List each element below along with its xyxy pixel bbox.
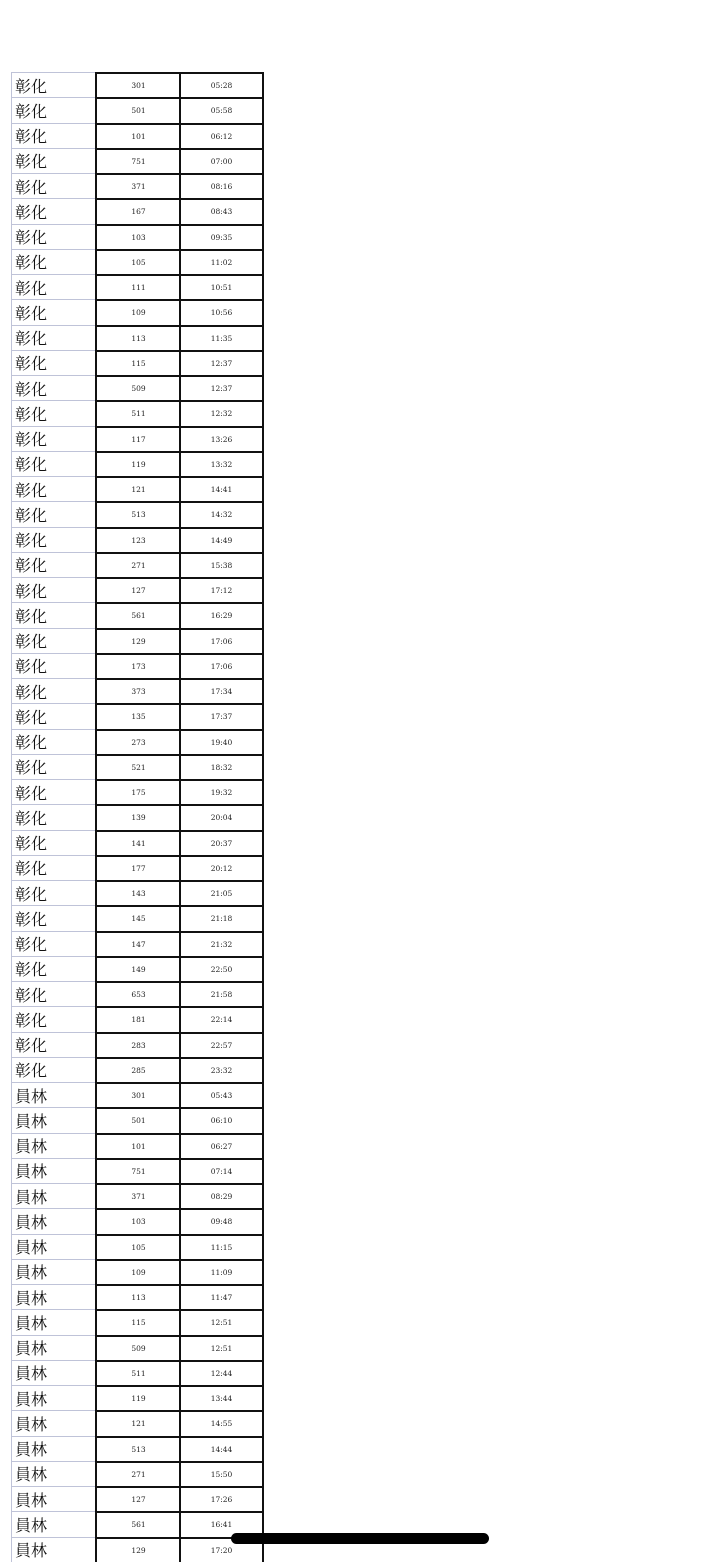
train-number-cell[interactable]: 105: [95, 1234, 180, 1259]
train-number-cell[interactable]: 119: [95, 451, 180, 476]
train-number-cell[interactable]: 143: [95, 880, 180, 905]
train-number-cell[interactable]: 501: [95, 1107, 180, 1132]
table-row: [11, 1082, 264, 1107]
table-row: [11, 72, 264, 97]
table-row: [11, 1360, 264, 1385]
departure-time-cell[interactable]: 06:10: [179, 1107, 264, 1132]
departure-time-cell[interactable]: 05:28: [179, 72, 264, 97]
table-row: [11, 1208, 264, 1233]
departure-time-cell[interactable]: 17:12: [179, 577, 264, 602]
table-row: [11, 779, 264, 804]
station-cell[interactable]: 員林: [11, 1133, 97, 1158]
train-number-cell[interactable]: 273: [95, 729, 180, 754]
table-row: [11, 1158, 264, 1183]
station-cell[interactable]: 彰化: [11, 375, 97, 400]
table-row: [11, 754, 264, 779]
train-number-cell[interactable]: 101: [95, 1133, 180, 1158]
train-number-cell[interactable]: 109: [95, 1259, 180, 1284]
table-row: [11, 1032, 264, 1057]
station-cell[interactable]: 彰化: [11, 249, 97, 274]
departure-time-cell[interactable]: 05:58: [179, 97, 264, 122]
station-cell[interactable]: 員林: [11, 1511, 97, 1536]
station-cell[interactable]: 彰化: [11, 830, 97, 855]
station-cell[interactable]: 員林: [11, 1410, 97, 1435]
table-row: [11, 981, 264, 1006]
train-number-cell[interactable]: 103: [95, 1208, 180, 1233]
train-number-cell[interactable]: 501: [95, 97, 180, 122]
departure-time-cell[interactable]: 21:18: [179, 905, 264, 930]
station-cell[interactable]: 員林: [11, 1183, 97, 1208]
train-number-cell[interactable]: 285: [95, 1057, 180, 1082]
station-cell[interactable]: 彰化: [11, 400, 97, 425]
station-cell[interactable]: 彰化: [11, 97, 97, 122]
station-cell[interactable]: 彰化: [11, 804, 97, 829]
train-number-cell[interactable]: 371: [95, 1183, 180, 1208]
train-number-cell[interactable]: 511: [95, 400, 180, 425]
train-number-cell[interactable]: 173: [95, 653, 180, 678]
train-number-cell[interactable]: 167: [95, 198, 180, 223]
train-number-cell[interactable]: 103: [95, 224, 180, 249]
train-number-cell[interactable]: 653: [95, 981, 180, 1006]
station-cell[interactable]: 彰化: [11, 880, 97, 905]
departure-time-cell[interactable]: 07:14: [179, 1158, 264, 1183]
train-number-cell[interactable]: 147: [95, 931, 180, 956]
table-row: [11, 501, 264, 526]
station-cell[interactable]: 員林: [11, 1208, 97, 1233]
train-number-cell[interactable]: 123: [95, 527, 180, 552]
station-cell[interactable]: 彰化: [11, 552, 97, 577]
train-number-cell[interactable]: 109: [95, 299, 180, 324]
table-row: [11, 400, 264, 425]
station-cell[interactable]: 員林: [11, 1309, 97, 1334]
train-number-cell[interactable]: 117: [95, 426, 180, 451]
departure-time-cell[interactable]: 22:14: [179, 1006, 264, 1031]
station-cell[interactable]: 彰化: [11, 981, 97, 1006]
station-cell[interactable]: 彰化: [11, 501, 97, 526]
table-row: [11, 375, 264, 400]
train-number-cell[interactable]: 177: [95, 855, 180, 880]
station-cell[interactable]: 彰化: [11, 577, 97, 602]
departure-time-cell[interactable]: 17:37: [179, 703, 264, 728]
train-number-cell[interactable]: 121: [95, 1410, 180, 1435]
home-indicator[interactable]: [231, 1533, 489, 1544]
station-cell[interactable]: 彰化: [11, 426, 97, 451]
table-row: [11, 1006, 264, 1031]
departure-time-cell[interactable]: 17:06: [179, 653, 264, 678]
station-cell[interactable]: 員林: [11, 1107, 97, 1132]
table-row: [11, 1537, 264, 1562]
station-cell[interactable]: 員林: [11, 1436, 97, 1461]
table-row: [11, 325, 264, 350]
table-row: [11, 224, 264, 249]
departure-time-cell[interactable]: 11:35: [179, 325, 264, 350]
station-cell[interactable]: 員林: [11, 1486, 97, 1511]
timetable-rows: [11, 72, 264, 1562]
train-number-cell[interactable]: 111: [95, 274, 180, 299]
departure-time-cell[interactable]: 08:43: [179, 198, 264, 223]
station-cell[interactable]: 員林: [11, 1461, 97, 1486]
station-cell[interactable]: 彰化: [11, 451, 97, 476]
train-number-cell[interactable]: 301: [95, 72, 180, 97]
station-cell[interactable]: 彰化: [11, 299, 97, 324]
departure-time-cell[interactable]: 14:32: [179, 501, 264, 526]
train-number-cell[interactable]: 371: [95, 173, 180, 198]
table-row: [11, 830, 264, 855]
station-cell[interactable]: 彰化: [11, 729, 97, 754]
departure-time-cell[interactable]: 17:20: [179, 1537, 264, 1562]
station-cell[interactable]: 彰化: [11, 602, 97, 627]
train-number-cell[interactable]: 145: [95, 905, 180, 930]
train-number-cell[interactable]: 113: [95, 325, 180, 350]
station-cell[interactable]: 彰化: [11, 931, 97, 956]
table-row: [11, 198, 264, 223]
station-cell[interactable]: 彰化: [11, 527, 97, 552]
departure-time-cell[interactable]: 11:47: [179, 1284, 264, 1309]
departure-time-cell[interactable]: 11:09: [179, 1259, 264, 1284]
table-row: [11, 1486, 264, 1511]
station-cell[interactable]: 彰化: [11, 855, 97, 880]
train-number-cell[interactable]: 751: [95, 148, 180, 173]
table-row: [11, 577, 264, 602]
station-cell[interactable]: 彰化: [11, 703, 97, 728]
departure-time-cell[interactable]: 12:51: [179, 1309, 264, 1334]
table-row: [11, 956, 264, 981]
table-row: [11, 880, 264, 905]
train-number-cell[interactable]: 105: [95, 249, 180, 274]
table-row: [11, 274, 264, 299]
table-row: [11, 905, 264, 930]
train-number-cell[interactable]: 511: [95, 1360, 180, 1385]
departure-time-cell[interactable]: 07:00: [179, 148, 264, 173]
station-cell[interactable]: 員林: [11, 1360, 97, 1385]
table-row: [11, 628, 264, 653]
departure-time-cell[interactable]: 14:44: [179, 1436, 264, 1461]
departure-time-cell[interactable]: 17:06: [179, 628, 264, 653]
departure-time-cell[interactable]: 11:15: [179, 1234, 264, 1259]
station-cell[interactable]: 彰化: [11, 72, 97, 97]
station-cell[interactable]: 員林: [11, 1234, 97, 1259]
departure-time-cell[interactable]: 14:55: [179, 1410, 264, 1435]
station-cell[interactable]: 彰化: [11, 274, 97, 299]
train-number-cell[interactable]: 561: [95, 602, 180, 627]
station-cell[interactable]: 彰化: [11, 123, 97, 148]
departure-time-cell[interactable]: 10:51: [179, 274, 264, 299]
departure-time-cell[interactable]: 05:43: [179, 1082, 264, 1107]
train-number-cell[interactable]: 113: [95, 1284, 180, 1309]
departure-time-cell[interactable]: 20:04: [179, 804, 264, 829]
departure-time-cell[interactable]: 21:32: [179, 931, 264, 956]
station-cell[interactable]: 彰化: [11, 653, 97, 678]
table-row: [11, 1284, 264, 1309]
station-cell[interactable]: 員林: [11, 1385, 97, 1410]
departure-time-cell[interactable]: 19:32: [179, 779, 264, 804]
station-cell[interactable]: 彰化: [11, 476, 97, 501]
table-row: [11, 1335, 264, 1360]
station-cell[interactable]: 員林: [11, 1284, 97, 1309]
table-row: [11, 148, 264, 173]
departure-time-cell[interactable]: 13:44: [179, 1385, 264, 1410]
train-number-cell[interactable]: 115: [95, 1309, 180, 1334]
table-row: [11, 1461, 264, 1486]
table-row: [11, 729, 264, 754]
departure-time-cell[interactable]: 20:12: [179, 855, 264, 880]
departure-time-cell[interactable]: 12:51: [179, 1335, 264, 1360]
train-number-cell[interactable]: 561: [95, 1511, 180, 1536]
timetable-sheet: [11, 72, 264, 1567]
departure-time-cell[interactable]: 23:32: [179, 1057, 264, 1082]
station-cell[interactable]: 員林: [11, 1259, 97, 1284]
table-row: [11, 426, 264, 451]
departure-time-cell[interactable]: 13:26: [179, 426, 264, 451]
train-number-cell[interactable]: 521: [95, 754, 180, 779]
departure-time-cell[interactable]: 06:12: [179, 123, 264, 148]
table-row: [11, 350, 264, 375]
departure-time-cell[interactable]: 15:50: [179, 1461, 264, 1486]
station-cell[interactable]: 員林: [11, 1158, 97, 1183]
station-cell[interactable]: 彰化: [11, 956, 97, 981]
table-row: [11, 678, 264, 703]
station-cell[interactable]: 彰化: [11, 198, 97, 223]
train-number-cell[interactable]: 115: [95, 350, 180, 375]
train-number-cell[interactable]: 283: [95, 1032, 180, 1057]
departure-time-cell[interactable]: 17:26: [179, 1486, 264, 1511]
departure-time-cell[interactable]: 06:27: [179, 1133, 264, 1158]
table-row: [11, 1436, 264, 1461]
train-number-cell[interactable]: 129: [95, 1537, 180, 1562]
station-cell[interactable]: 彰化: [11, 1006, 97, 1031]
station-cell[interactable]: 彰化: [11, 350, 97, 375]
station-cell[interactable]: 彰化: [11, 905, 97, 930]
table-row: [11, 299, 264, 324]
train-number-cell[interactable]: 513: [95, 1436, 180, 1461]
train-number-cell[interactable]: 141: [95, 830, 180, 855]
station-cell[interactable]: 彰化: [11, 779, 97, 804]
departure-time-cell[interactable]: 21:58: [179, 981, 264, 1006]
table-row: [11, 1183, 264, 1208]
departure-time-cell[interactable]: 16:29: [179, 602, 264, 627]
train-number-cell[interactable]: 751: [95, 1158, 180, 1183]
train-number-cell[interactable]: 129: [95, 628, 180, 653]
table-row: [11, 1410, 264, 1435]
table-row: [11, 476, 264, 501]
train-number-cell[interactable]: 119: [95, 1385, 180, 1410]
station-cell[interactable]: 彰化: [11, 325, 97, 350]
table-row: [11, 123, 264, 148]
table-row: [11, 653, 264, 678]
departure-time-cell[interactable]: 21:05: [179, 880, 264, 905]
table-row: [11, 1309, 264, 1334]
train-number-cell[interactable]: 181: [95, 1006, 180, 1031]
train-number-cell[interactable]: 127: [95, 577, 180, 602]
train-number-cell[interactable]: 509: [95, 375, 180, 400]
table-row: [11, 931, 264, 956]
table-row: [11, 249, 264, 274]
train-number-cell[interactable]: 271: [95, 552, 180, 577]
departure-time-cell[interactable]: 19:40: [179, 729, 264, 754]
departure-time-cell[interactable]: 17:34: [179, 678, 264, 703]
station-cell[interactable]: 員林: [11, 1082, 97, 1107]
departure-time-cell[interactable]: 12:37: [179, 375, 264, 400]
train-number-cell[interactable]: 139: [95, 804, 180, 829]
table-row: [11, 602, 264, 627]
station-cell[interactable]: 彰化: [11, 678, 97, 703]
departure-time-cell[interactable]: 22:50: [179, 956, 264, 981]
table-row: [11, 703, 264, 728]
table-row: [11, 1107, 264, 1132]
train-number-cell[interactable]: 127: [95, 1486, 180, 1511]
departure-time-cell[interactable]: 14:49: [179, 527, 264, 552]
train-number-cell[interactable]: 121: [95, 476, 180, 501]
table-row: [11, 804, 264, 829]
table-row: [11, 1133, 264, 1158]
table-row: [11, 1057, 264, 1082]
station-cell[interactable]: 彰化: [11, 628, 97, 653]
table-row: [11, 97, 264, 122]
station-cell[interactable]: 彰化: [11, 1032, 97, 1057]
departure-time-cell[interactable]: 10:56: [179, 299, 264, 324]
table-row: [11, 173, 264, 198]
train-number-cell[interactable]: 135: [95, 703, 180, 728]
table-row: [11, 552, 264, 577]
train-number-cell[interactable]: 175: [95, 779, 180, 804]
departure-time-cell[interactable]: 12:44: [179, 1360, 264, 1385]
table-row: [11, 527, 264, 552]
table-row: [11, 1234, 264, 1259]
station-cell[interactable]: 員林: [11, 1537, 97, 1562]
station-cell[interactable]: 彰化: [11, 148, 97, 173]
table-row: [11, 1385, 264, 1410]
station-cell[interactable]: 彰化: [11, 754, 97, 779]
station-cell[interactable]: 彰化: [11, 1057, 97, 1082]
departure-time-cell[interactable]: 11:02: [179, 249, 264, 274]
departure-time-cell[interactable]: 15:38: [179, 552, 264, 577]
departure-time-cell[interactable]: 12:32: [179, 400, 264, 425]
departure-time-cell[interactable]: 09:35: [179, 224, 264, 249]
table-row: [11, 1511, 264, 1536]
train-number-cell[interactable]: 271: [95, 1461, 180, 1486]
departure-time-cell[interactable]: 09:48: [179, 1208, 264, 1233]
departure-time-cell[interactable]: 13:32: [179, 451, 264, 476]
departure-time-cell[interactable]: 08:16: [179, 173, 264, 198]
departure-time-cell[interactable]: 18:32: [179, 754, 264, 779]
train-number-cell[interactable]: 101: [95, 123, 180, 148]
train-number-cell[interactable]: 509: [95, 1335, 180, 1360]
departure-time-cell[interactable]: 14:41: [179, 476, 264, 501]
departure-time-cell[interactable]: 22:57: [179, 1032, 264, 1057]
train-number-cell[interactable]: 149: [95, 956, 180, 981]
table-row: [11, 451, 264, 476]
train-number-cell[interactable]: 513: [95, 501, 180, 526]
train-number-cell[interactable]: 373: [95, 678, 180, 703]
departure-time-cell[interactable]: 20:37: [179, 830, 264, 855]
station-cell[interactable]: 彰化: [11, 224, 97, 249]
departure-time-cell[interactable]: 16:41: [179, 1511, 264, 1536]
station-cell[interactable]: 員林: [11, 1335, 97, 1360]
departure-time-cell[interactable]: 08:29: [179, 1183, 264, 1208]
table-row: [11, 1259, 264, 1284]
table-row: [11, 855, 264, 880]
train-number-cell[interactable]: 301: [95, 1082, 180, 1107]
station-cell[interactable]: 彰化: [11, 173, 97, 198]
departure-time-cell[interactable]: 12:37: [179, 350, 264, 375]
